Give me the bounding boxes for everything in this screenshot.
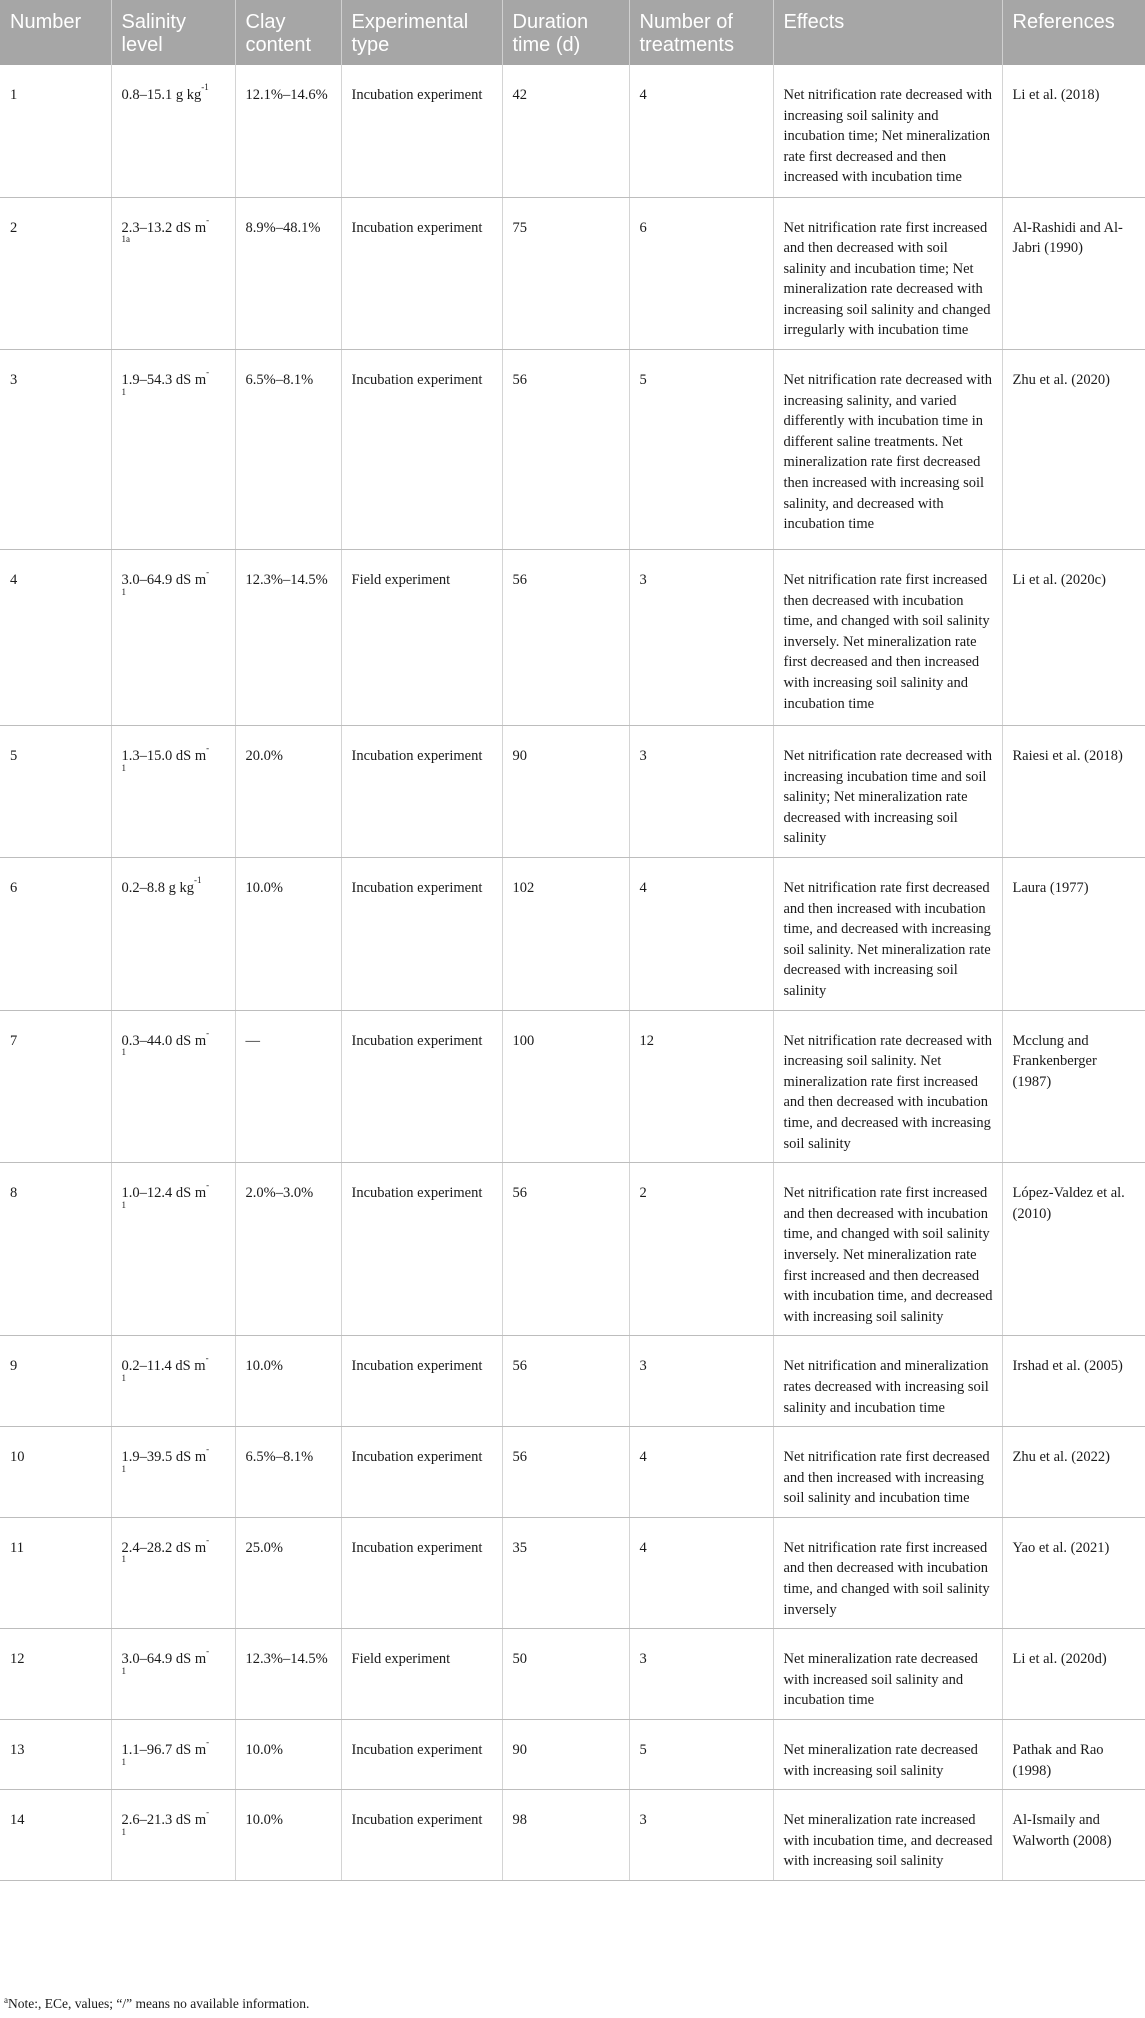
salinity-unit-exponent: -: [206, 1444, 210, 1455]
cell-salinity-level: [111, 726, 235, 858]
cell-number: 5: [0, 726, 111, 858]
cell-number-of-treatments: 5: [629, 1720, 773, 1790]
cell-experimental-type: Incubation experiment: [341, 1336, 502, 1427]
cell-clay-content: —: [235, 1010, 341, 1163]
cell-number-of-treatments: 2: [629, 1163, 773, 1336]
cell-number-of-treatments: 3: [629, 1790, 773, 1881]
cell-salinity-level: [111, 1629, 235, 1720]
table-row: [0, 1720, 1145, 1790]
salinity-range: 1.9–54.3 dS m: [121, 372, 207, 389]
cell-clay-content: 10.0%: [235, 1790, 341, 1881]
cell-references: Li et al. (2020c): [1002, 550, 1145, 726]
cell-effects: Net nitrification rate decreased with increasing incubation time and soil salinity; Net mineralization rate decreased with increasing soil salinity: [773, 726, 1002, 858]
salinity-range: 0.8–15.1 g kg: [121, 87, 202, 103]
cell-references: Yao et al. (2021): [1002, 1517, 1145, 1628]
salinity-unit-exponent: -1: [201, 82, 209, 92]
cell-salinity-level: [111, 858, 235, 1011]
salinity-unit-exponent-cont: 1: [121, 1756, 126, 1767]
cell-number: 11: [0, 1517, 111, 1628]
cell-salinity-level: [111, 1010, 235, 1163]
cell-effects: Net nitrification rate first increased and then decreased with soil salinity and incubation time; Net mineralization rate decreased with increasing soil salinity and changed irregularly with incubation time: [773, 197, 1002, 350]
cell-salinity-level: [111, 197, 235, 350]
salinity-unit-exponent: -: [206, 567, 210, 578]
cell-number-of-treatments: 6: [629, 197, 773, 350]
cell-clay-content: 10.0%: [235, 858, 341, 1011]
header-number: Number: [0, 0, 111, 65]
cell-salinity-level: [111, 550, 235, 726]
cell-salinity-level: [111, 65, 235, 197]
salinity-unit-exponent: -: [206, 743, 210, 754]
header-number-of-treatments: Number of treatments: [629, 0, 773, 65]
cell-experimental-type: Incubation experiment: [341, 1720, 502, 1790]
header-references: References: [1002, 0, 1145, 65]
salinity-range: 2.3–13.2 dS m: [121, 219, 207, 236]
salinity-range: 2.6–21.3 dS m: [121, 1812, 207, 1829]
cell-references: López-Valdez et al. (2010): [1002, 1163, 1145, 1336]
footnote-text: Note:, ECe, values; “/” means no available information.: [8, 1996, 310, 2011]
cell-effects: Net mineralization rate increased with incubation time, and decreased with increasing soil salinity: [773, 1790, 1002, 1881]
table-row: [0, 1010, 1145, 1163]
cell-duration-time: 56: [502, 1336, 629, 1427]
table-row: [0, 858, 1145, 1011]
cell-salinity-level: [111, 1720, 235, 1790]
cell-experimental-type: Incubation experiment: [341, 1517, 502, 1628]
salinity-unit-exponent-cont: 1: [121, 1199, 126, 1210]
cell-experimental-type: Incubation experiment: [341, 197, 502, 350]
table-row: [0, 550, 1145, 726]
salinity-unit-exponent: -: [206, 1807, 210, 1818]
cell-salinity-level: [111, 350, 235, 550]
salinity-unit-exponent: -: [205, 1353, 209, 1364]
cell-effects: Net mineralization rate decreased with increased soil salinity and incubation time: [773, 1629, 1002, 1720]
cell-references: Laura (1977): [1002, 858, 1145, 1011]
table-row: [0, 1427, 1145, 1518]
cell-clay-content: 20.0%: [235, 726, 341, 858]
cell-number: 8: [0, 1163, 111, 1336]
cell-experimental-type: Incubation experiment: [341, 1010, 502, 1163]
salinity-unit-exponent-cont: 1: [121, 1554, 126, 1565]
cell-duration-time: 102: [502, 858, 629, 1011]
salinity-unit-exponent-cont: 1: [121, 1372, 126, 1383]
salinity-unit-exponent: -: [206, 1180, 210, 1191]
cell-duration-time: 56: [502, 1163, 629, 1336]
cell-number-of-treatments: 5: [629, 350, 773, 550]
salinity-range: 3.0–64.9 dS m: [121, 572, 207, 589]
cell-references: Li et al. (2020d): [1002, 1629, 1145, 1720]
cell-number-of-treatments: 4: [629, 858, 773, 1011]
salinity-range: 3.0–64.9 dS m: [121, 1651, 207, 1668]
cell-experimental-type: Incubation experiment: [341, 726, 502, 858]
cell-effects: Net nitrification rate decreased with increasing soil salinity. Net mineralization rate first increased and then decreased with incubation time, and decreased with increasing soil salinity: [773, 1010, 1002, 1163]
cell-effects: Net mineralization rate decreased with increasing soil salinity: [773, 1720, 1002, 1790]
cell-number: 4: [0, 550, 111, 726]
cell-clay-content: 2.0%–3.0%: [235, 1163, 341, 1336]
salinity-unit-exponent: -: [206, 367, 210, 378]
cell-references: Al-Rashidi and Al-Jabri (1990): [1002, 197, 1145, 350]
cell-number: 6: [0, 858, 111, 1011]
cell-number: 3: [0, 350, 111, 550]
cell-effects: Net nitrification rate decreased with increasing soil salinity and incubation time; Net mineralization rate first decreased and then increased with incubation time: [773, 65, 1002, 197]
cell-references: Irshad et al. (2005): [1002, 1336, 1145, 1427]
cell-effects: Net nitrification rate decreased with increasing salinity, and varied differently with incubation time in different saline treatments. Net mineralization rate first decreased then increased with increasing soil salinity, and decreased with incubation time: [773, 350, 1002, 550]
salinity-range: 2.4–28.2 dS m: [121, 1539, 207, 1556]
table-footnote: [4, 1996, 309, 2012]
table-row: [0, 1629, 1145, 1720]
header-salinity-level: Salinity level: [111, 0, 235, 65]
salinity-unit-exponent: -: [206, 214, 210, 225]
cell-effects: Net nitrification rate first increased and then decreased with incubation time, and changed with soil salinity inversely: [773, 1517, 1002, 1628]
cell-experimental-type: Incubation experiment: [341, 1790, 502, 1881]
cell-salinity-level: [111, 1163, 235, 1336]
cell-references: Pathak and Rao (1998): [1002, 1720, 1145, 1790]
table-row: [0, 726, 1145, 858]
table-header-row: [0, 0, 1145, 65]
cell-duration-time: 56: [502, 350, 629, 550]
header-effects: Effects: [773, 0, 1002, 65]
cell-clay-content: 10.0%: [235, 1336, 341, 1427]
cell-clay-content: 12.3%–14.5%: [235, 1629, 341, 1720]
salinity-range: 1.0–12.4 dS m: [121, 1185, 207, 1202]
salinity-unit-exponent-cont: 1: [121, 1047, 126, 1058]
cell-clay-content: 12.3%–14.5%: [235, 550, 341, 726]
cell-effects: Net nitrification rate first increased then decreased with incubation time, and changed with soil salinity inversely. Net mineralization rate first decreased and then increased with increasing soil salinity and incubation time: [773, 550, 1002, 726]
cell-number-of-treatments: 4: [629, 65, 773, 197]
cell-duration-time: 35: [502, 1517, 629, 1628]
cell-salinity-level: [111, 1336, 235, 1427]
cell-effects: Net nitrification rate first increased and then decreased with incubation time, and changed with soil salinity inversely. Net mineralization rate first increased and then decreased with incubation time, and decreased with increasing soil salinity: [773, 1163, 1002, 1336]
salinity-range: 1.3–15.0 dS m: [121, 748, 207, 765]
salinity-unit-exponent: -: [206, 1646, 210, 1657]
cell-experimental-type: Incubation experiment: [341, 65, 502, 197]
salinity-unit-exponent-cont: 1: [121, 586, 126, 597]
cell-number-of-treatments: 3: [629, 1336, 773, 1427]
salinity-range: 0.2–11.4 dS m: [121, 1358, 206, 1375]
cell-clay-content: 6.5%–8.1%: [235, 1427, 341, 1518]
table-row: [0, 197, 1145, 350]
cell-clay-content: 25.0%: [235, 1517, 341, 1628]
table-body: [0, 65, 1145, 1881]
salinity-unit-exponent-cont: 1: [121, 386, 126, 397]
cell-number: 7: [0, 1010, 111, 1163]
cell-duration-time: 50: [502, 1629, 629, 1720]
table-row: [0, 65, 1145, 197]
cell-references: Al-Ismaily and Walworth (2008): [1002, 1790, 1145, 1881]
cell-effects: Net nitrification rate first decreased and then increased with incubation time, and decreased with increasing soil salinity. Net mineralization rate decreased with increasing soil salinity: [773, 858, 1002, 1011]
cell-references: Zhu et al. (2022): [1002, 1427, 1145, 1518]
cell-experimental-type: Incubation experiment: [341, 350, 502, 550]
salinity-unit-exponent: -1: [194, 875, 202, 886]
cell-references: Zhu et al. (2020): [1002, 350, 1145, 550]
salinity-range: 0.3–44.0 dS m: [121, 1032, 207, 1049]
header-clay-content: Clay content: [235, 0, 341, 65]
salinity-unit-exponent: -: [206, 1737, 210, 1748]
cell-references: Mcclung and Frankenberger (1987): [1002, 1010, 1145, 1163]
cell-clay-content: 6.5%–8.1%: [235, 350, 341, 550]
cell-number: 12: [0, 1629, 111, 1720]
cell-salinity-level: [111, 1427, 235, 1518]
cell-number: 2: [0, 197, 111, 350]
salinity-range: 0.2–8.8 g kg: [121, 880, 194, 897]
cell-number-of-treatments: 3: [629, 550, 773, 726]
table-row: [0, 1517, 1145, 1628]
cell-number: 13: [0, 1720, 111, 1790]
cell-experimental-type: Incubation experiment: [341, 1163, 502, 1336]
salinity-unit-exponent-cont: 1: [121, 1463, 126, 1474]
cell-effects: Net nitrification rate first decreased and then increased with increasing soil salinity and incubation time: [773, 1427, 1002, 1518]
salinity-unit-exponent: -: [206, 1027, 210, 1038]
cell-experimental-type: Incubation experiment: [341, 1427, 502, 1518]
cell-duration-time: 100: [502, 1010, 629, 1163]
cell-salinity-level: [111, 1517, 235, 1628]
cell-number-of-treatments: 12: [629, 1010, 773, 1163]
table-row: [0, 1790, 1145, 1881]
cell-number: 14: [0, 1790, 111, 1881]
cell-duration-time: 98: [502, 1790, 629, 1881]
cell-clay-content: 12.1%–14.6%: [235, 65, 341, 197]
cell-references: Raiesi et al. (2018): [1002, 726, 1145, 858]
cell-clay-content: 10.0%: [235, 1720, 341, 1790]
cell-duration-time: 75: [502, 197, 629, 350]
table-row: [0, 1336, 1145, 1427]
table-row: [0, 350, 1145, 550]
cell-number: 10: [0, 1427, 111, 1518]
cell-references: Li et al. (2018): [1002, 65, 1145, 197]
footnote-marker: a: [4, 1995, 8, 2005]
cell-number-of-treatments: 4: [629, 1517, 773, 1628]
cell-duration-time: 90: [502, 1720, 629, 1790]
cell-experimental-type: Incubation experiment: [341, 858, 502, 1011]
header-duration-time: Duration time (d): [502, 0, 629, 65]
header-experimental-type: Experimental type: [341, 0, 502, 65]
cell-number: 9: [0, 1336, 111, 1427]
salinity-unit-exponent-cont: 1: [121, 762, 126, 773]
cell-duration-time: 90: [502, 726, 629, 858]
salinity-unit-exponent-cont: 1: [121, 1826, 126, 1837]
table-row: [0, 1163, 1145, 1336]
cell-experimental-type: Field experiment: [341, 1629, 502, 1720]
cell-experimental-type: Field experiment: [341, 550, 502, 726]
cell-duration-time: 56: [502, 550, 629, 726]
salinity-range: 1.9–39.5 dS m: [121, 1449, 207, 1466]
cell-duration-time: 56: [502, 1427, 629, 1518]
cell-number-of-treatments: 4: [629, 1427, 773, 1518]
cell-duration-time: 42: [502, 65, 629, 197]
cell-salinity-level: [111, 1790, 235, 1881]
salinity-unit-exponent-cont: 1: [121, 1665, 126, 1676]
cell-number-of-treatments: 3: [629, 726, 773, 858]
salinity-range: 1.1–96.7 dS m: [121, 1742, 207, 1759]
salinity-unit-exponent: -: [206, 1534, 210, 1545]
cell-effects: Net nitrification and mineralization rates decreased with increasing soil salinity and incubation time: [773, 1336, 1002, 1427]
cell-number: 1: [0, 65, 111, 197]
salinity-unit-exponent-cont: 1a: [121, 234, 130, 245]
cell-clay-content: 8.9%–48.1%: [235, 197, 341, 350]
cell-number-of-treatments: 3: [629, 1629, 773, 1720]
